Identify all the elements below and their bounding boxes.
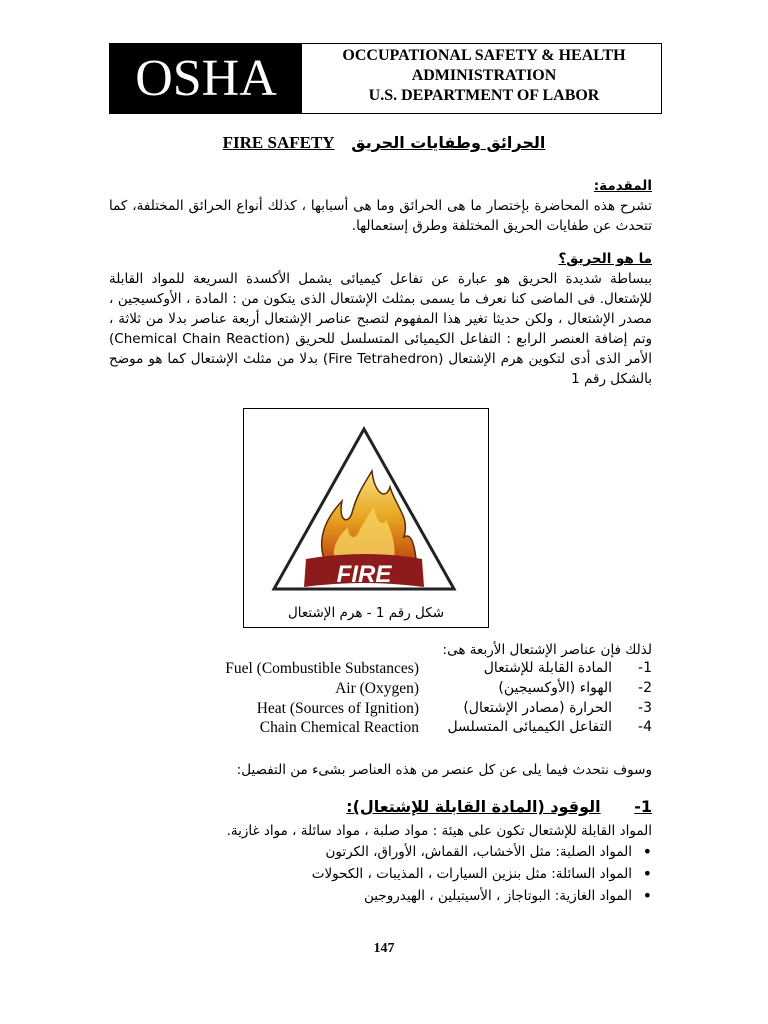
element-english: Fuel (Combustible Substances): [225, 660, 419, 677]
element-row: [109, 660, 652, 680]
page-number: 147: [373, 941, 395, 956]
element-number: -1: [638, 660, 652, 676]
figure-caption: شكل رقم 1 - هرم الإشتعال: [287, 605, 445, 621]
agency-name: [310, 46, 658, 106]
element-arabic: الهواء (الأوكسيجين): [498, 680, 612, 696]
section-number: 1-: [634, 797, 652, 816]
element-english: Heat (Sources of Ignition): [256, 700, 419, 717]
what-is-fire-section: [109, 249, 652, 389]
list-item: • المواد السائلة: مثل بنزين السيارات ، المذيبات ، الكحولات: [312, 863, 652, 885]
element-arabic: المادة القابلة للإشتعال: [483, 660, 612, 676]
title-arabic: الحرائق وطفايات الحريق: [351, 133, 546, 152]
intro-section: [109, 176, 652, 236]
osha-logo: OSHA: [110, 44, 302, 113]
element-row: [109, 700, 652, 720]
fire-tetrahedron-figure: [243, 408, 489, 628]
element-row: [109, 719, 652, 739]
elements-outro: وسوف نتحدث فيما يلى عن كل عنصر من هذه العناصر بشىء من التفصيل:: [236, 762, 652, 778]
fire-word: FIRE: [336, 561, 392, 588]
agency-line: U.S. DEPARTMENT OF LABOR: [368, 87, 600, 104]
agency-line: ADMINISTRATION: [411, 67, 557, 84]
element-english: Air (Oxygen): [335, 680, 419, 697]
intro-heading: المقدمة:: [593, 178, 652, 194]
element-arabic: الحرارة (مصادر الإشتعال): [463, 700, 612, 716]
intro-text: تشرح هذه المحاضرة بإختصار ما هى الحرائق وما هى أسبابها ، كذلك أنواع الحرائق المختلفة، كما تتحدث عن طفايات الحريق المختلفة وطرق إستعمالها.: [109, 198, 652, 234]
osha-header: [109, 43, 662, 114]
list-item: • المواد الغازية: البوتاجاز ، الأسيتيلين ، الهيدروجين: [312, 885, 652, 907]
agency-line: OCCUPATIONAL SAFETY & HEALTH: [342, 47, 626, 64]
elements-intro: لذلك فإن عناصر الإشتعال الأربعة هى:: [442, 642, 652, 658]
section-1-intro: المواد القابلة للإشتعال تكون على هيئة : مواد صلبة ، مواد سائلة ، مواد غازية.: [226, 823, 652, 839]
element-number: -4: [638, 719, 652, 735]
element-arabic: التفاعل الكيميائى المتسلسل: [447, 719, 612, 735]
element-english: Chain Chemical Reaction: [259, 719, 419, 736]
element-row: [109, 680, 652, 700]
fire-tetrahedron-image: [244, 409, 488, 599]
what-is-fire-heading: ما هو الحريق؟: [558, 251, 652, 267]
what-is-fire-text: ببساطة شديدة الحريق هو عبارة عن تفاعل كيميائى يشمل الأكسدة السريعة للمواد القابلة للإشتعال. فى الماضى كنا نعرف ما يسمى بمثلث الإشتعال الذى يتكون من : المادة ، الأوكسيجين ، مصدر الإشتعال ، ولكن حديثا تغير هذا المفهوم لتصبح عناصر الإشتعال أربعة عناصر بدلا من ثلاثة ، وتم إضافة العنصر الرابع : التفاعل الكيميائى المتسلسل للحريق (Chemical Chain Reaction) الأمر الذى أدى لتكوين هرم الإشتعال (Fire Tetrahedron) بدلا من مثلث الإشتعال كما هو موضح بالشكل رقم 1: [109, 271, 652, 387]
section-title: الوقود (المادة القابلة للإشتعال):: [346, 797, 601, 816]
list-item: • المواد الصلبة: مثل الأخشاب، القماش، الأوراق، الكرتون: [312, 841, 652, 863]
title-english: FIRE SAFETY: [222, 133, 335, 152]
page-title: [0, 133, 768, 153]
section-1-heading: [109, 797, 652, 816]
element-number: -3: [638, 700, 652, 716]
element-number: -2: [638, 680, 652, 696]
fuel-types-list: [312, 841, 652, 907]
